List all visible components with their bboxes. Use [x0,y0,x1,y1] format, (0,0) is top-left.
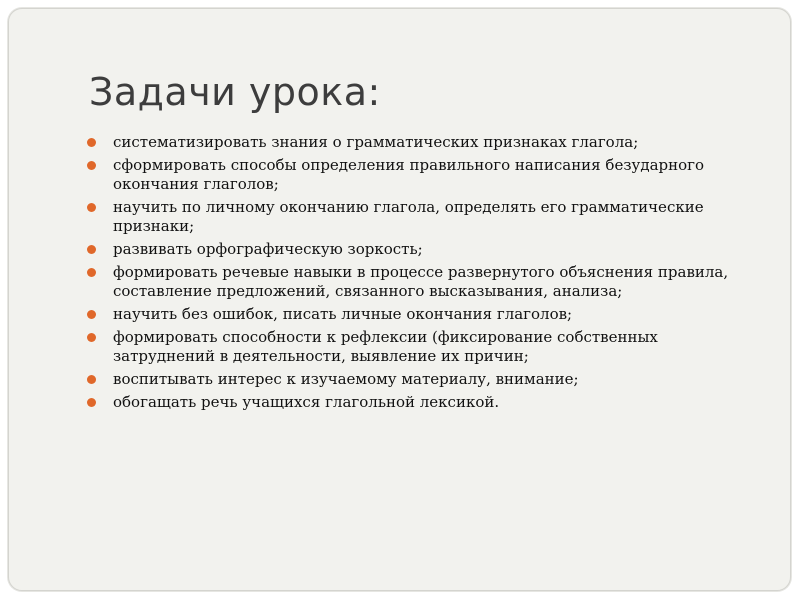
bullet-item [85,240,745,259]
bullet-dot-icon [87,138,96,147]
bullet-item [85,305,745,324]
bullet-item [85,393,745,412]
bullet-text: воспитывать интерес к изучаемому материалу, внимание; [113,370,579,388]
bullet-dot-icon [87,375,96,384]
bullet-text: формировать способности к рефлексии (фиксирование собственных затруднений в деятельности, выявление их причин; [113,328,658,365]
bullet-text: сформировать способы определения правильного написания безударного окончания глаголов; [113,156,705,193]
bullet-dot-icon [87,245,96,254]
slide [8,8,791,591]
bullet-dot-icon [87,398,96,407]
bullet-dot-icon [87,310,96,319]
bullet-dot-icon [87,268,96,277]
bullet-item [85,263,745,301]
bullet-dot-icon [87,161,96,170]
bullet-item [85,370,745,389]
bullet-text: формировать речевые навыки в процессе развернутого объяснения правила, составление предложений, связанного высказывания, анализа; [113,263,729,300]
bullet-text: научить без ошибок, писать личные окончания глаголов; [113,305,573,323]
slide-title: Задачи урока: [89,70,381,114]
bullet-text: обогащать речь учащихся глагольной лексикой. [113,393,500,411]
bullet-list [85,133,745,416]
bullet-item [85,156,745,194]
bullet-text: систематизировать знания о грамматических признаках глагола; [113,133,639,151]
bullet-text: научить по личному окончанию глагола, определять его грамматические признаки; [113,198,704,235]
bullet-item [85,328,745,366]
bullet-dot-icon [87,203,96,212]
bullet-dot-icon [87,333,96,342]
bullet-text: развивать орфографическую зоркость; [113,240,423,258]
bullet-item [85,198,745,236]
bullet-item [85,133,745,152]
